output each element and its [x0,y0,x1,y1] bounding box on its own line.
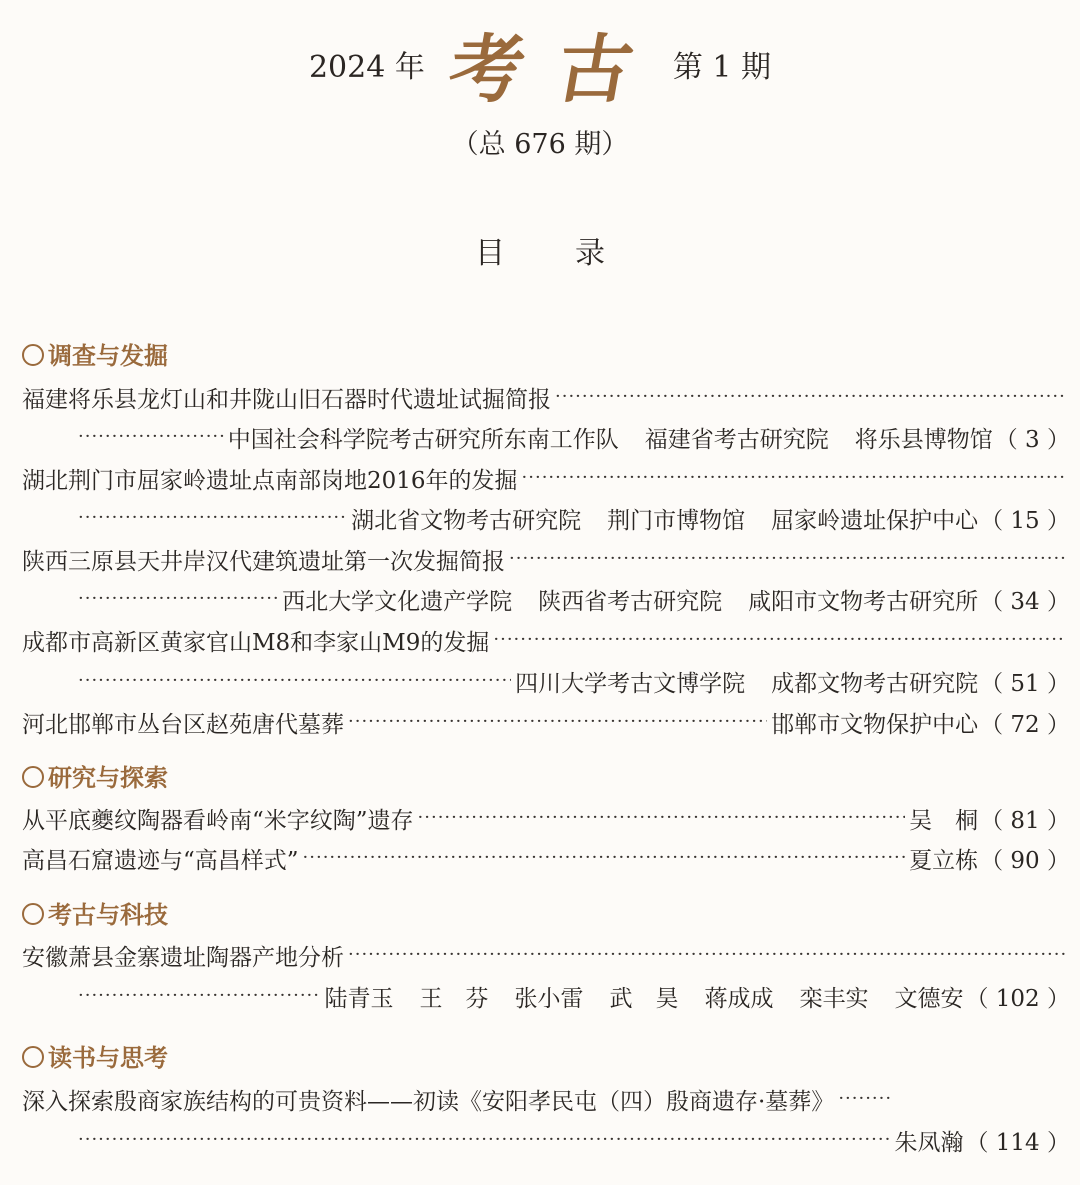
circle-icon [22,766,44,788]
section-heading: 考古与科技 [22,895,168,930]
circle-icon [22,1046,44,1068]
leader-dots [418,804,906,832]
page-number: （ 34 ） [980,588,1070,615]
article-title-line[interactable] [22,623,1070,657]
leader-dots [348,941,1066,969]
article-title-line[interactable] [22,801,1070,835]
page-number: （ 90 ） [980,847,1070,874]
leader-dots [522,464,1066,492]
article-author-line [74,1123,1070,1157]
leader-dots [838,1085,890,1113]
circle-icon [22,344,44,366]
article-title[interactable]: 从平底夔纹陶器看岭南“米字纹陶”遗存 [22,807,414,834]
article-title[interactable]: 成都市高新区黄家官山M8和李家山M9的发掘 [22,629,490,656]
circle-icon [22,903,44,925]
leader-dots [78,423,224,451]
leader-dots [78,504,347,532]
article-author-line [74,582,1070,616]
issue-label: 第 1 期 [672,50,772,85]
masthead [0,14,1080,114]
article-title-line[interactable] [22,841,1070,875]
leader-dots [509,545,1066,573]
article-authors: 吴 桐 [909,807,979,834]
article-authors: 西北大学文化遗产学院 陕西省考古研究院 咸阳市文物考古研究所 [282,588,979,615]
article-authors: 夏立栋 [909,847,979,874]
article-title[interactable]: 湖北荆门市屈家岭遗址点南部岗地2016年的发掘 [22,467,518,494]
article-authors: 中国社会科学院考古研究所东南工作队 福建省考古研究院 将乐县博物馆 [227,426,993,453]
article-title-line[interactable] [22,380,1070,414]
section-heading: 读书与思考 [22,1038,168,1073]
toc-title: 目录 [475,236,675,271]
article-title-line[interactable] [22,705,1070,739]
leader-dots [348,708,767,736]
article-authors: 湖北省文物考古研究院 荆门市博物馆 屈家岭遗址保护中心 [351,507,979,534]
leader-dots [78,585,278,613]
leader-dots [555,383,1066,411]
article-author-line [74,979,1070,1013]
article-authors: 朱凤瀚 [894,1129,964,1156]
article-title[interactable]: 高昌石窟遗迹与“高昌样式” [22,847,299,874]
total-issue: （总 676 期） [451,129,629,160]
article-title[interactable]: 河北邯郸市丛台区赵苑唐代墓葬 [22,711,344,738]
article-author-line [74,664,1070,698]
article-author-line [74,420,1070,454]
leader-dots [493,626,1066,654]
article-title[interactable]: 福建将乐县龙灯山和井陇山旧石器时代遗址试掘简报 [22,386,551,413]
leader-dots [78,667,511,695]
leader-dots [303,844,906,872]
section-heading: 调查与发掘 [22,336,168,371]
year-label: 2024 年 [308,50,425,85]
article-authors: 邯郸市文物保护中心 [771,711,979,738]
article-title[interactable]: 陕西三原县天井岸汉代建筑遗址第一次发掘简报 [22,548,505,575]
page-number: （ 102 ） [965,985,1070,1012]
article-title-line[interactable] [22,1082,1070,1116]
page-number: （ 3 ） [994,426,1070,453]
article-title-line[interactable] [22,542,1070,576]
section-heading: 研究与探索 [22,758,168,793]
journal-logo: 考古 [442,27,674,113]
article-authors: 四川大学考古文博学院 成都文物考古研究院 [515,670,979,697]
leader-dots [78,1126,890,1154]
article-title[interactable]: 深入探索殷商家族结构的可贵资料——初读《安阳孝民屯（四）殷商遗存·墓葬》 [22,1088,835,1115]
page-number: （ 72 ） [980,711,1070,738]
page-number: （ 51 ） [980,670,1070,697]
page-number: （ 114 ） [965,1129,1070,1156]
article-title-line[interactable] [22,461,1070,495]
article-author-line [74,501,1070,535]
page-number: （ 15 ） [980,507,1070,534]
article-title[interactable]: 安徽萧县金寨遗址陶器产地分析 [22,944,344,971]
page-number: （ 81 ） [980,807,1070,834]
article-title-line[interactable] [22,938,1070,972]
leader-dots [78,982,320,1010]
article-authors: 陆青玉 王 芬 张小雷 武 昊 蒋成成 栾丰实 文德安 [324,985,964,1012]
